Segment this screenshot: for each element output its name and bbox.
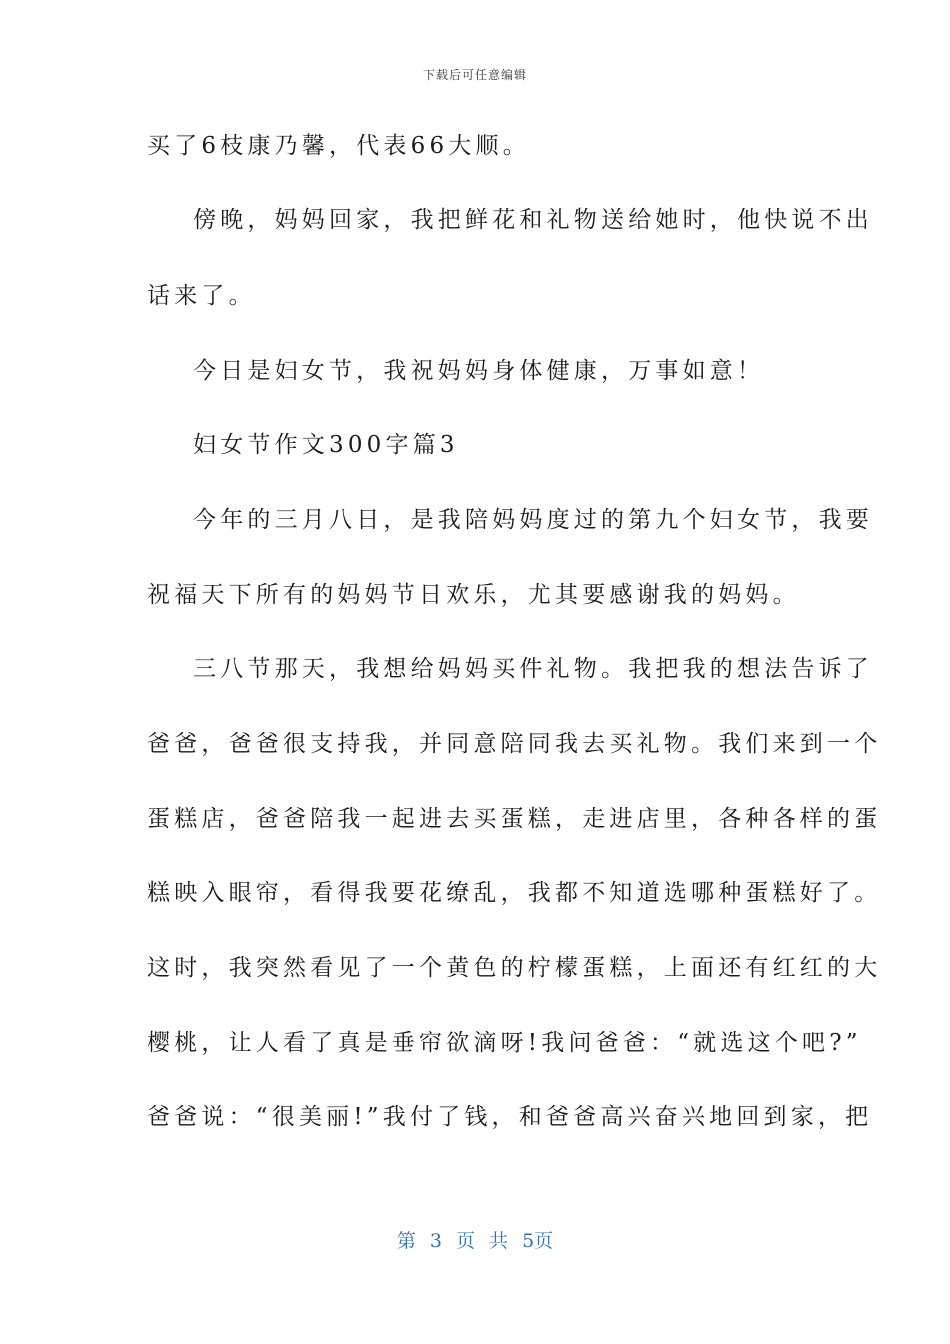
text-line: 今年的三月八日，是我陪妈妈度过的第九个妇女节，我要 [193, 507, 873, 533]
text-line: 傍晚，妈妈回家，我把鲜花和礼物送给她时，他快说不出 [193, 207, 873, 233]
text-line: 今日是妇女节，我祝妈妈身体健康，万事如意！ [193, 358, 765, 384]
text-line: 爸爸，爸爸很支持我，并同意陪同我去买礼物。我们来到一个 [147, 731, 882, 757]
text-line: 爸爸说：“很美丽!”我付了钱，和爸爸高兴奋兴地回到家，把 [147, 1104, 873, 1130]
text-line: 樱桃，让人看了真是垂帘欲滴呀!我问爸爸：“就选这个吧?” [147, 1030, 862, 1056]
text-line: 祝福天下所有的妈妈节日欢乐，尤其要感谢我的妈妈。 [147, 582, 800, 608]
text-line: 蛋糕店，爸爸陪我一起进去买蛋糕，走进店里，各种各样的蛋 [147, 806, 882, 832]
text-line: 买了6枝康乃馨，代表66大顺。 [147, 133, 530, 159]
section-heading: 妇女节作文300字篇3 [193, 432, 459, 458]
text-line: 三八节那天，我想给妈妈买件礼物。我把我的想法告诉了 [193, 656, 873, 682]
header-note: 下载后可任意编辑 [422, 68, 527, 82]
text-line: 糕映入眼帘，看得我要花缭乱，我都不知道选哪种蛋糕好了。 [147, 880, 882, 906]
text-line: 这时，我突然看见了一个黄色的柠檬蛋糕，上面还有红红的大 [147, 955, 882, 981]
page-indicator: 第 3 页 共 5页 [396, 1230, 554, 1252]
text-line: 话来了。 [147, 283, 256, 309]
